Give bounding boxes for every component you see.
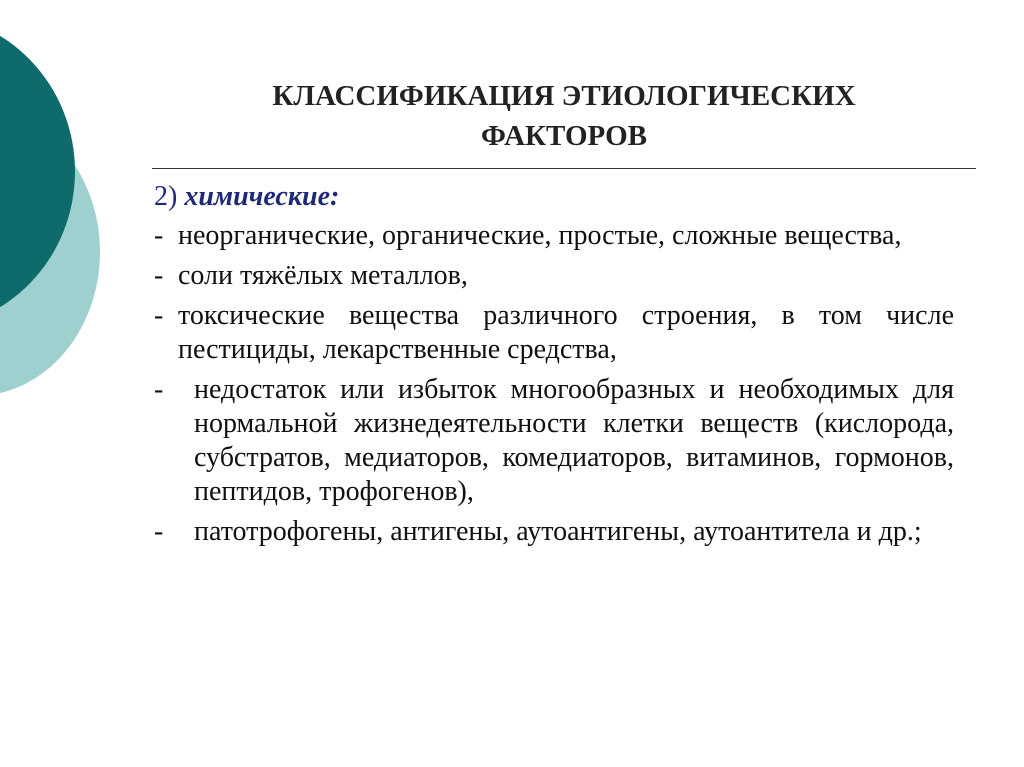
title-divider [152,168,976,169]
list-item [154,299,954,367]
list-bullet: - [154,260,164,291]
list-item-text: патотрофогены, антигены, аутоантигены, аутоантитела и др.; [194,516,922,547]
section-number: 2) [154,181,178,212]
list-item [154,373,954,509]
list-item-text: соли тяжёлых металлов, [178,260,468,291]
list-item-text: неорганические, органические, простые, сложные вещества, [178,220,902,251]
list-item-text: токсические вещества различного строения, в том числе пестициды, лекарственные средства, [178,300,954,365]
section-heading-text: химические: [184,181,340,212]
list-bullet: - [154,220,164,251]
list-bullet: - [154,516,164,547]
slide-title-line-1: КЛАССИФИКАЦИЯ ЭТИОЛОГИЧЕСКИХ [272,80,856,112]
list-item [154,259,954,293]
list-item-text: недостаток или избыток многообразных и необходимых для нормальной жизнедеятельности клетки веществ (кислорода, субстратов, медиаторов, комедиаторов, витаминов, гормонов, пептидов, трофогенов), [194,374,954,507]
list-bullet: - [154,374,164,405]
list-bullet: - [154,300,164,331]
section-heading [154,180,954,214]
list-item [154,515,954,549]
list-item [154,219,954,253]
slide-title [152,76,976,156]
slide-title-line-2: ФАКТОРОВ [480,120,647,152]
slide-content [154,180,954,555]
